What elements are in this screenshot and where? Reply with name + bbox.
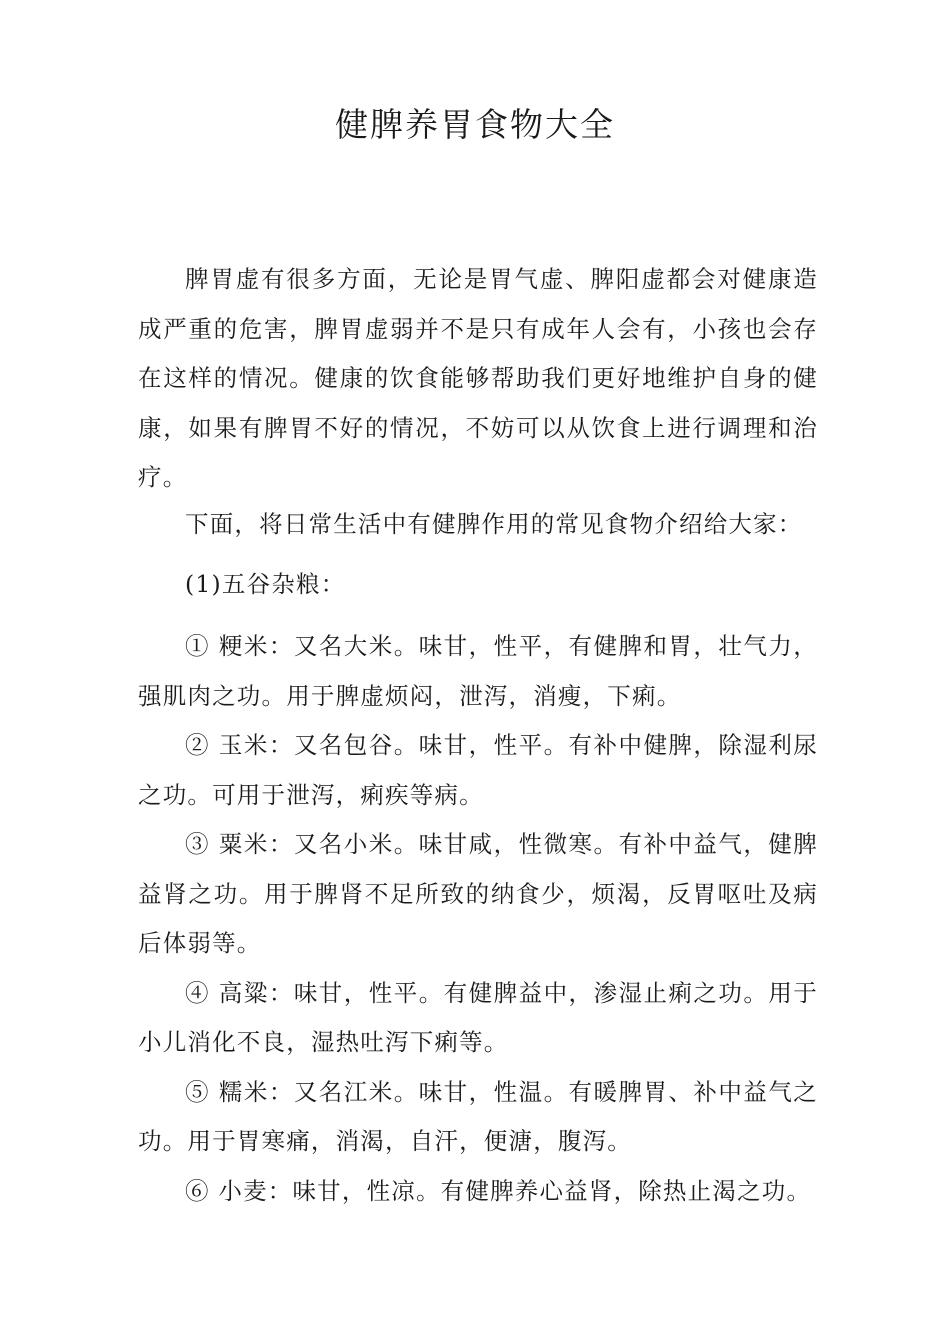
intro-paragraph-block (138, 255, 818, 503)
intro-paragraph: 脾胃虚有很多方面，无论是胃气虚、脾阳虚都会对健康造成严重的危害，脾胃虚弱并不是只有成年人会有，小孩也会存在这样的情况。健康的饮食能够帮助我们更好地维护自身的健康，如果有脾胃不好的情况，不妨可以从饮食上进行调理和治疗。 (138, 265, 818, 491)
list-item: ① 粳米：又名大米。味甘，性平，有健脾和胃，壮气力，强肌肉之功。用于脾虚烦闷，泄泻，消瘦，下痢。 (138, 632, 818, 710)
page-title: 健脾养胃食物大全 (335, 105, 615, 144)
list-item: ③ 粟米：又名小米。味甘咸，性微寒。有补中益气，健脾益肾之功。用于脾肾不足所致的纳食少，烦渴，反胃呕吐及病后体弱等。 (138, 830, 818, 957)
lead-paragraph: 下面，将日常生活中有健脾作用的常见食物介绍给大家： (185, 510, 803, 538)
list-item: ④ 高粱：味甘，性平。有健脾益中，渗湿止痢之功。用于小儿消化不良，湿热吐泻下痢等。 (138, 978, 818, 1056)
section-heading-block (138, 560, 818, 610)
section-heading: (1)五谷杂粮： (185, 570, 346, 598)
lead-paragraph-block (138, 500, 818, 550)
list-item: ⑤ 糯米：又名江米。味甘，性温。有暖脾胃、补中益气之功。用于胃寒痛，消渴，自汗，便溏，腹泻。 (138, 1077, 818, 1155)
food-item-list (138, 622, 818, 1216)
list-item: ② 玉米：又名包谷。味甘，性平。有补中健脾，除湿利尿之功。可用于泄泻，痢疾等病。 (138, 731, 818, 809)
list-item: ⑥ 小麦：味甘，性凉。有健脾养心益肾，除热止渴之功。 (185, 1176, 812, 1205)
